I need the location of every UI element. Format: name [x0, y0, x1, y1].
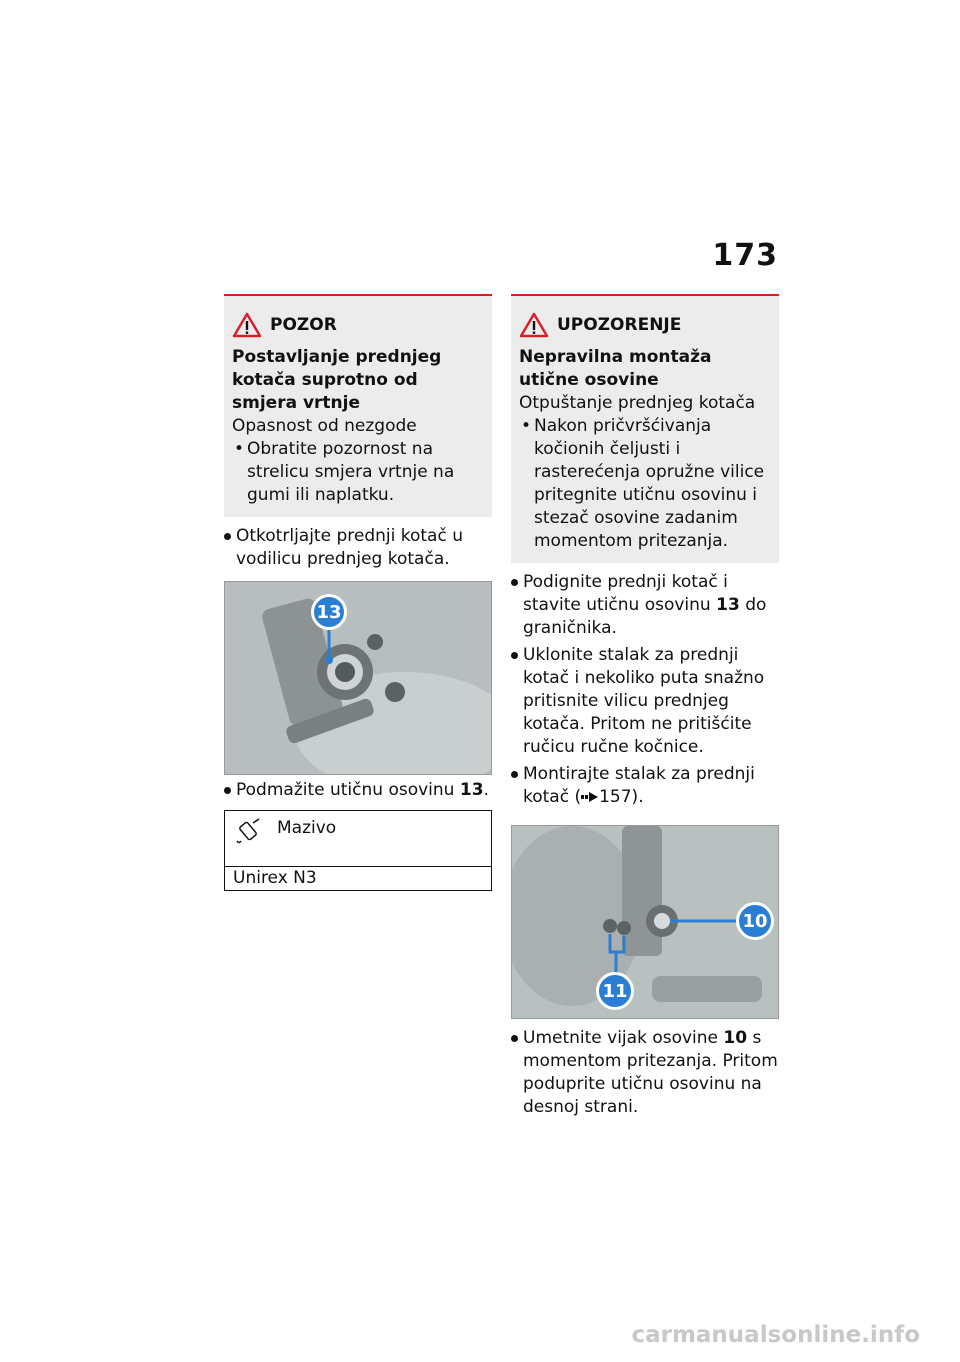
ref-13: 13: [459, 780, 484, 800]
watermark: carmanualsonline.info: [631, 1322, 920, 1348]
lubricant-label: Mazivo: [277, 818, 337, 838]
lubricant-table: [224, 810, 492, 891]
warning-box-alert: [511, 294, 779, 563]
step-roll-wheel: Otkotrljajte prednji kotač u vodilicu prednjeg kotača.: [224, 525, 492, 571]
warning-bullet: • Obratite pozornost na strelicu smjera vrtnje na gumi ili naplatku.: [232, 438, 484, 507]
arrow-reference-icon: [581, 791, 599, 803]
warning-bullet: • Nakon pričvršćivanja kočionih čeljusti i rasterećenja opružne vilice pritegnite utičnu osovinu i stezač osovine zadanim momentom pritezanja.: [519, 415, 771, 553]
warning-hazard: Otpuštanje prednjeg kotača: [519, 393, 756, 413]
lubricant-icon: [233, 817, 263, 847]
step-insert-end: s momentom pritezanja. Pritom poduprite utičnu osovinu na desnoj strani.: [523, 1028, 778, 1117]
step-lubricate-text: Podmažite utičnu osovinu: [236, 780, 455, 800]
lubricant-value: Unirex N3: [233, 868, 317, 888]
callout-13: 13: [311, 594, 347, 630]
warning-hazard: Opasnost od nezgode: [232, 416, 417, 436]
step-insert-bolt: [511, 1027, 779, 1119]
step-lubricate-end: .: [483, 780, 489, 800]
step-remove-stand: Uklonite stalak za prednji kotač i nekoliko puta snažno pritisnite vilicu prednjeg kotača. Pritom ne pritišćite ručicu ručne kočnice.: [511, 644, 779, 759]
step-lift-end: do graničnika.: [523, 595, 767, 638]
ref-13: 13: [716, 595, 740, 615]
warning-box-caution: [224, 294, 492, 517]
warning-title: UPOZORENJE: [557, 315, 682, 335]
left-column: [224, 294, 492, 891]
callout-11: 11: [596, 972, 634, 1010]
warning-triangle-icon: [232, 312, 262, 338]
page-ref-157[interactable]: 157).: [599, 787, 644, 807]
ref-10: 10: [723, 1028, 748, 1048]
warning-title: POZOR: [270, 315, 337, 335]
step-lubricate-axle: [224, 779, 492, 802]
step-mount-text: Montirajte stalak za prednji kotač (: [523, 764, 755, 807]
step-lift-text: Podignite prednji kotač i stavite utičnu osovinu: [523, 572, 728, 615]
step-lift-wheel: [511, 571, 779, 640]
step-insert-text: Umetnite vijak osovine: [523, 1028, 719, 1048]
warning-triangle-icon: [519, 312, 549, 338]
callout-10: 10: [736, 902, 774, 940]
warning-subtitle: Nepravilna montaža utične osovine: [519, 347, 712, 390]
page-number: 173: [712, 238, 778, 273]
axle-illustration: [225, 582, 492, 774]
step-mount-stand: [511, 763, 779, 809]
figure-axle-bolt-10-11: [511, 825, 779, 1019]
right-column: [511, 294, 779, 1119]
figure-axle-13: [224, 581, 492, 775]
warning-subtitle: Postavljanje prednjeg kotača suprotno od smjera vrtnje: [232, 347, 442, 413]
